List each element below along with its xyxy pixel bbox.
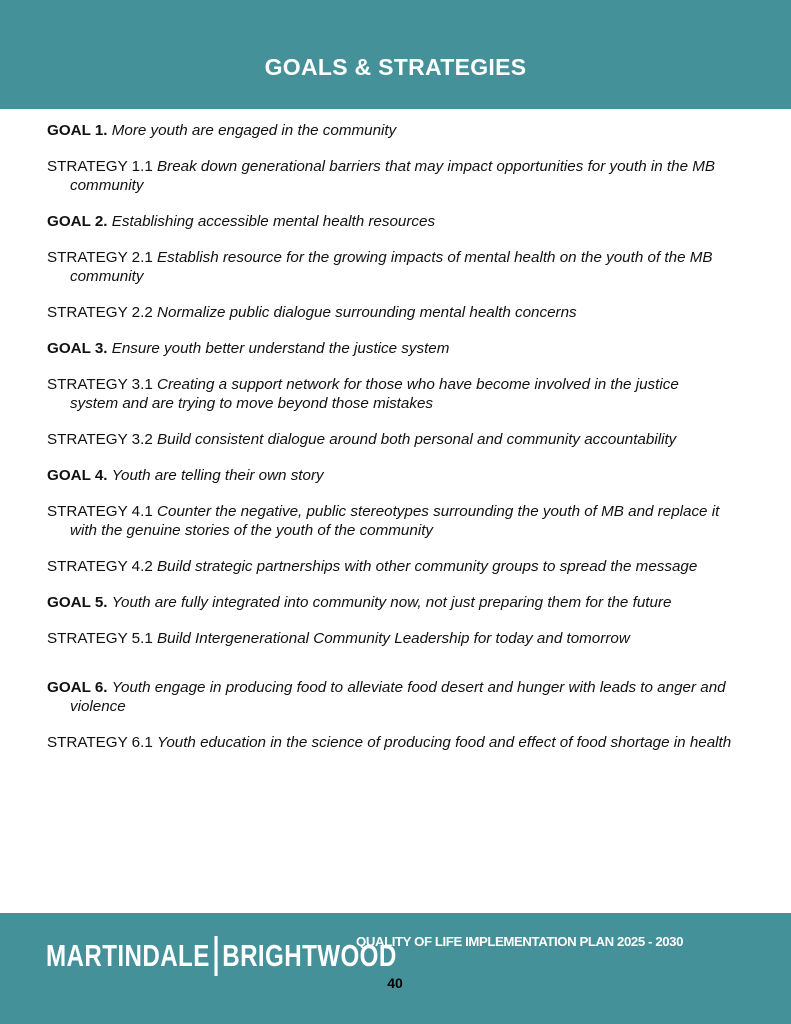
goal-text: Youth are telling their own story	[111, 467, 324, 484]
page-title: GOALS & STRATEGIES	[264, 54, 527, 80]
strategy-text: Build Intergenerational Community Leadership for today and tomorrow	[157, 630, 630, 647]
goal-text: Youth are fully integrated into community now, not just preparing them for the future	[111, 594, 672, 611]
strategy-text: Build strategic partnerships with other community groups to spread the message	[157, 558, 698, 575]
plan-title: QUALITY OF LIFE IMPLEMENTATION PLAN 2025 - 2030	[356, 934, 684, 949]
goal-text: Youth engage in producing food to alleviate food desert and hunger with leads to anger and	[111, 679, 726, 696]
strategy-text-continued: community	[70, 177, 144, 194]
goals-list	[47, 121, 752, 769]
strategy-label: STRATEGY 5.1	[47, 630, 153, 647]
strategy-label: STRATEGY 2.1	[47, 249, 153, 266]
goal-text: Ensure youth better understand the justice system	[111, 340, 450, 357]
strategy-text-continued: with the genuine stories of the youth of the community	[70, 522, 434, 539]
strategy-label: STRATEGY 2.2	[47, 304, 153, 321]
strategy-4-2	[47, 557, 752, 576]
goal-3	[47, 339, 752, 358]
strategy-label: STRATEGY 4.1	[47, 503, 153, 520]
goal-5	[47, 593, 752, 612]
strategy-1-1	[47, 157, 752, 195]
strategy-text: Creating a support network for those who have become involved in the justice	[157, 376, 679, 393]
goal-label: GOAL 3.	[47, 340, 108, 357]
strategy-text-continued: system and are trying to move beyond those mistakes	[70, 395, 433, 412]
martindale-brightwood-logo	[46, 930, 397, 982]
goal-label: GOAL 2.	[47, 213, 108, 230]
logo-word-martindale: MARTINDALE	[46, 938, 210, 973]
strategy-text: Youth education in the science of producing food and effect of food shortage in health	[157, 734, 732, 751]
strategy-text: Build consistent dialogue around both personal and community accountability	[157, 431, 677, 448]
strategy-text: Establish resource for the growing impacts of mental health on the youth of the MB	[157, 249, 713, 266]
strategy-label: STRATEGY 6.1	[47, 734, 153, 751]
goal-label: GOAL 6.	[47, 679, 108, 696]
goal-2	[47, 212, 752, 231]
strategy-4-1	[47, 502, 752, 540]
header-banner	[0, 0, 791, 109]
strategy-label: STRATEGY 4.2	[47, 558, 153, 575]
strategy-text: Normalize public dialogue surrounding mental health concerns	[157, 304, 577, 321]
goal-label: GOAL 4.	[47, 467, 108, 484]
strategy-5-1	[47, 629, 752, 648]
strategy-2-1	[47, 248, 752, 286]
strategy-3-2	[47, 430, 752, 449]
goal-text: More youth are engaged in the community	[111, 122, 397, 139]
strategy-6-1	[47, 733, 752, 752]
strategy-label: STRATEGY 1.1	[47, 158, 153, 175]
goal-text: Establishing accessible mental health resources	[111, 213, 436, 230]
goal-label: GOAL 1.	[47, 122, 108, 139]
strategy-2-2	[47, 303, 752, 322]
logo-divider	[214, 936, 217, 976]
strategy-text: Counter the negative, public stereotypes surrounding the youth of MB and replace it	[157, 503, 720, 520]
goal-1	[47, 121, 752, 140]
goal-text-continued: violence	[70, 698, 126, 715]
strategy-3-1	[47, 375, 752, 413]
strategy-label: STRATEGY 3.1	[47, 376, 153, 393]
strategy-text: Break down generational barriers that may impact opportunities for youth in the MB	[157, 158, 716, 175]
goal-4	[47, 466, 752, 485]
logo-word-brightwood: BRIGHTWOOD	[222, 938, 397, 973]
strategy-label: STRATEGY 3.2	[47, 431, 153, 448]
strategy-text-continued: community	[70, 268, 144, 285]
goal-label: GOAL 5.	[47, 594, 108, 611]
goal-6	[47, 678, 752, 716]
page-number: 40	[387, 975, 403, 991]
